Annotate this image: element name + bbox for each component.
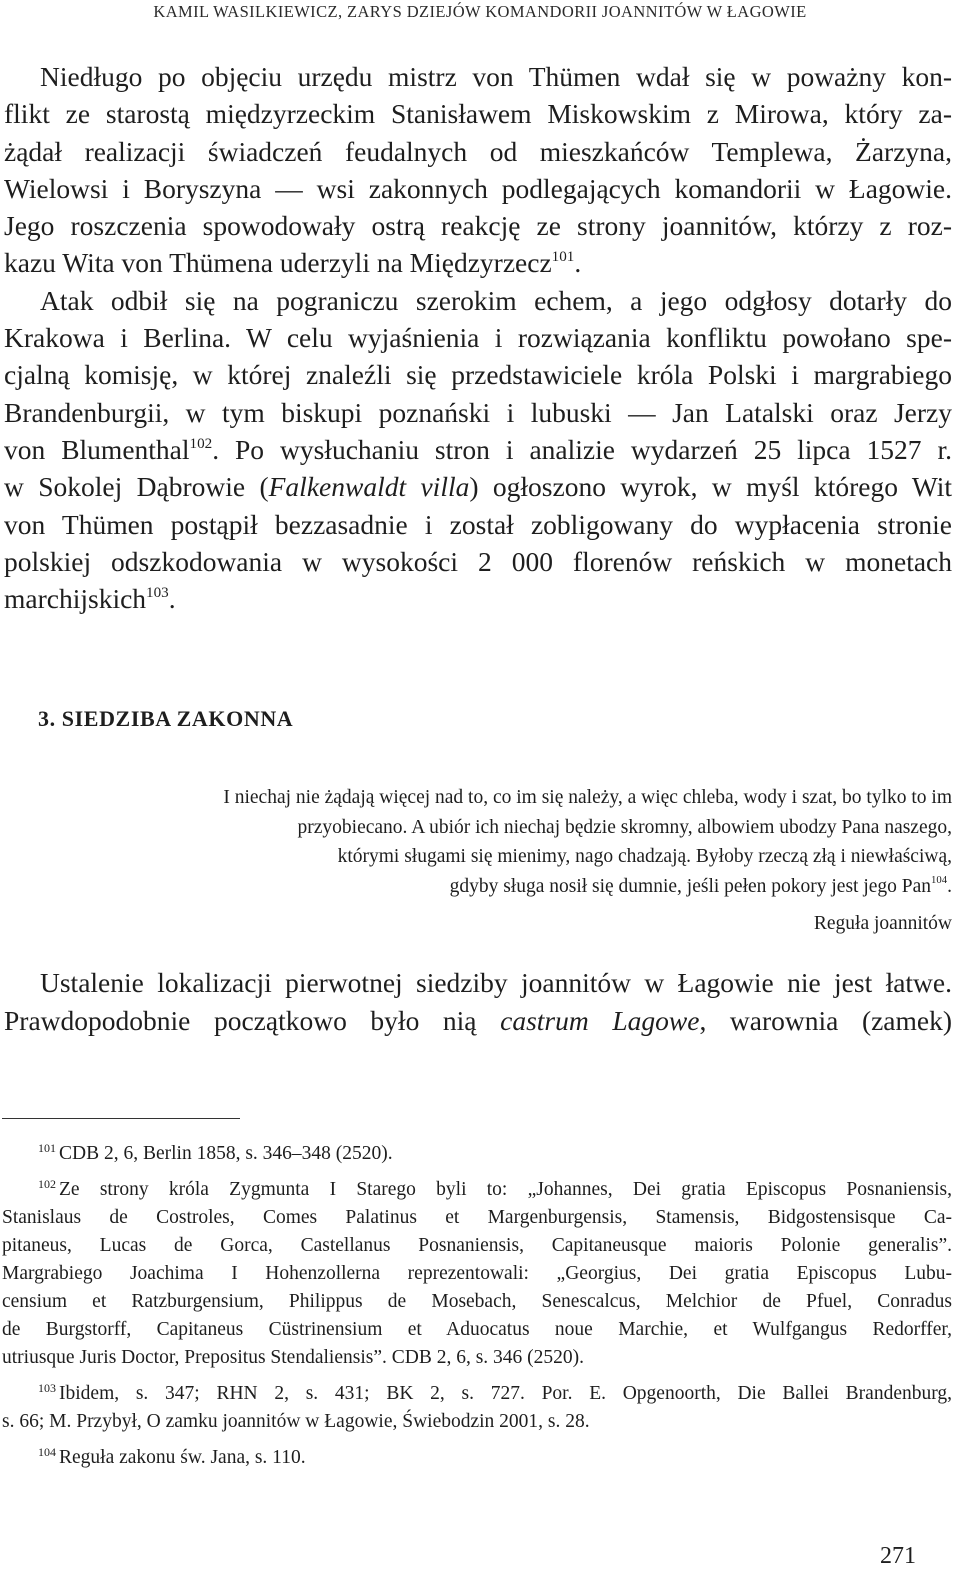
paragraph-line: Jego roszczenia spowodowały ostrą reakcję ze strony joannitów, którzy z roz-	[4, 210, 952, 242]
body-text-bottom	[4, 964, 952, 1040]
paragraph-line: von Thümen postąpił bezzasadnie i został zobligowany do wypłacenia stronie	[4, 508, 952, 540]
footnote-number: 103	[38, 1381, 56, 1395]
epigraph-source: Reguła joannitów	[813, 913, 952, 934]
footnote-line: Stanislaus de Costroles, Comes Palatinus et Margenburgensis, Stamensis, Bidgostensisque Ca-	[2, 1207, 952, 1228]
footnote-line: Margrabiego Joachima I Hohenzollerna reprezentowali: „Georgius, Dei gratia Episcopus Lubu-	[2, 1263, 952, 1284]
epigraph	[60, 783, 952, 939]
footnote-ref-101[interactable]: 101	[551, 249, 575, 266]
line-text: kazu Wita von Thümena uderzyli na Międzyrzecz	[4, 247, 552, 279]
line-text: Ibidem, s. 347; RHN 2, s. 431; BK 2, s. 727. Por. E. Opgenoorth, Die Ballei Brandenburg,	[59, 1383, 952, 1404]
italic-text: castrum Lagowe	[500, 1005, 700, 1036]
footnotes	[2, 1140, 952, 1480]
paragraph-line: Wielowsi i Boryszyna — wsi zakonnych podlegających komandorii w Łagowie.	[4, 172, 952, 204]
footnote-separator	[2, 1118, 240, 1119]
line-text: von Blumenthal	[4, 433, 190, 465]
epigraph-line: gdyby sługa nosił się dumnie, jeśli pełen pokory jest jego Pan$^{104}$.	[449, 874, 952, 897]
footnote-line	[2, 1176, 952, 1204]
line-text: CDB 2, 6, Berlin 1858, s. 346–348 (2520).	[59, 1143, 393, 1164]
footnote-line: de Burgstorff, Capitaneus Cüstrinensium et Aduocatus noue Marchie, et Wulfgangus Redorffer,	[2, 1319, 952, 1340]
paragraph-line: cjalną komisję, w której znaleźli się przedstawiciele króla Polski i margrabiego	[4, 359, 952, 391]
line-text: ) ogłoszono wyrok, w myśl którego Wit	[469, 471, 952, 503]
paragraph-line: Atak odbił się na pograniczu szerokim echem, a jego odgłosy dotarły do	[40, 284, 952, 316]
line-text: Reguła zakonu św. Jana, s. 110.	[59, 1447, 306, 1468]
paragraph-line	[4, 1002, 952, 1040]
italic-text: Falkenwaldt villa	[268, 471, 470, 503]
line-text: w Sokolej Dąbrowie (	[4, 471, 269, 503]
line-text: Ze strony króla Zygmunta I Starego byli to: „Johannes, Dei gratia Episcopus Posnaniensis,	[59, 1179, 952, 1200]
line-text: . Po wysłuchaniu stron i analizie wydarzeń 25 lipca 1527 r.	[212, 433, 952, 465]
footnote-ref-103[interactable]: 103	[146, 584, 169, 601]
paragraph-line	[4, 431, 952, 468]
paragraph-line: kazu Wita von Thümena uderzyli na Międzyrzecz$^{101}$.	[4, 247, 582, 279]
paragraph-line: Krakowa i Berlina. W celu wyjaśnienia i rozwiązania konfliktu powołano spe-	[4, 322, 952, 354]
footnote-103	[2, 1380, 952, 1436]
paragraph-line: żądał realizacji świadczeń feudalnych od mieszkańców Templewa, Żarzyna,	[4, 135, 952, 167]
epigraph-line: przyobiecano. A ubiór ich niechaj będzie skromny, albowiem ubodzy Pana naszego,	[297, 816, 952, 838]
section-heading: 3. SIEDZIBA ZAKONNA	[38, 706, 294, 731]
footnote-line: pitaneus, Lucas de Gorca, Castellanus Posnaniensis, Capitaneusque maioris Polonie generalis”.	[2, 1235, 952, 1256]
paragraph-line	[4, 468, 952, 505]
line-text: gdyby sługa nosił się dumnie, jeśli pełen pokory jest jego Pan	[449, 875, 932, 897]
paragraph-line: flikt ze starostą międzyrzeckim Stanisławem Miskowskim z Mirowa, który za-	[4, 98, 952, 130]
footnote-ref-104[interactable]: 104	[931, 874, 948, 887]
line-text: , warownia (zamek)	[699, 1005, 952, 1036]
footnote-ref-102[interactable]: 102	[189, 435, 213, 452]
page-number: 271	[880, 1543, 916, 1569]
footnote-101	[2, 1140, 952, 1168]
footnote-104	[2, 1444, 952, 1472]
footnote-number: 102	[38, 1177, 56, 1191]
line-text: marchijskich	[4, 583, 147, 615]
footnote-102	[2, 1176, 952, 1372]
paragraph-line: Niedługo po objęciu urzędu mistrz von Thümen wdał się w poważny kon-	[40, 61, 952, 92]
epigraph-line: I niechaj nie żądają więcej nad to, co im się należy, a więc chleba, wody i szat, bo tylko to im	[223, 787, 952, 808]
paragraph-line: Brandenburgii, w tym biskupi poznański i lubuski — Jan Latalski oraz Jerzy	[4, 396, 952, 428]
line-text: Prawdopodobnie początkowo było nią	[4, 1005, 501, 1036]
footnote-number: 101	[38, 1141, 56, 1155]
footnote-line	[2, 1380, 952, 1408]
paragraph-line: marchijskich$^{103}$.	[4, 583, 176, 615]
footnote-number: 104	[38, 1445, 56, 1459]
footnote-line	[2, 1444, 952, 1472]
paragraph-line: Ustalenie lokalizacji pierwotnej siedziby joannitów w Łagowie nie jest łatwe.	[40, 967, 952, 998]
footnote-line: utriusque Juris Doctor, Prepositus Stendaliensis”. CDB 2, 6, s. 346 (2520).	[2, 1347, 585, 1368]
paragraph-line: polskiej odszkodowania w wysokości 2 000 florenów reńskich w monetach	[4, 545, 952, 577]
footnote-line	[2, 1140, 952, 1168]
body-text-top	[4, 58, 952, 617]
footnote-line: s. 66; M. Przybył, O zamku joannitów w Łagowie, Świebodzin 2001, s. 28.	[2, 1411, 590, 1432]
running-header: KAMIL WASILKIEWICZ, ZARYS DZIEJÓW KOMANDORII JOANNITÓW W ŁAGOWIE	[153, 2, 807, 21]
footnote-line: censium et Ratzburgensium, Philippus de Mosebach, Senescalcus, Melchior de Pfuel, Conradus	[2, 1291, 952, 1312]
epigraph-line: którymi sługami się mienimy, nago chadzają. Byłoby rzeczą złą i niewłaściwą,	[337, 846, 952, 867]
